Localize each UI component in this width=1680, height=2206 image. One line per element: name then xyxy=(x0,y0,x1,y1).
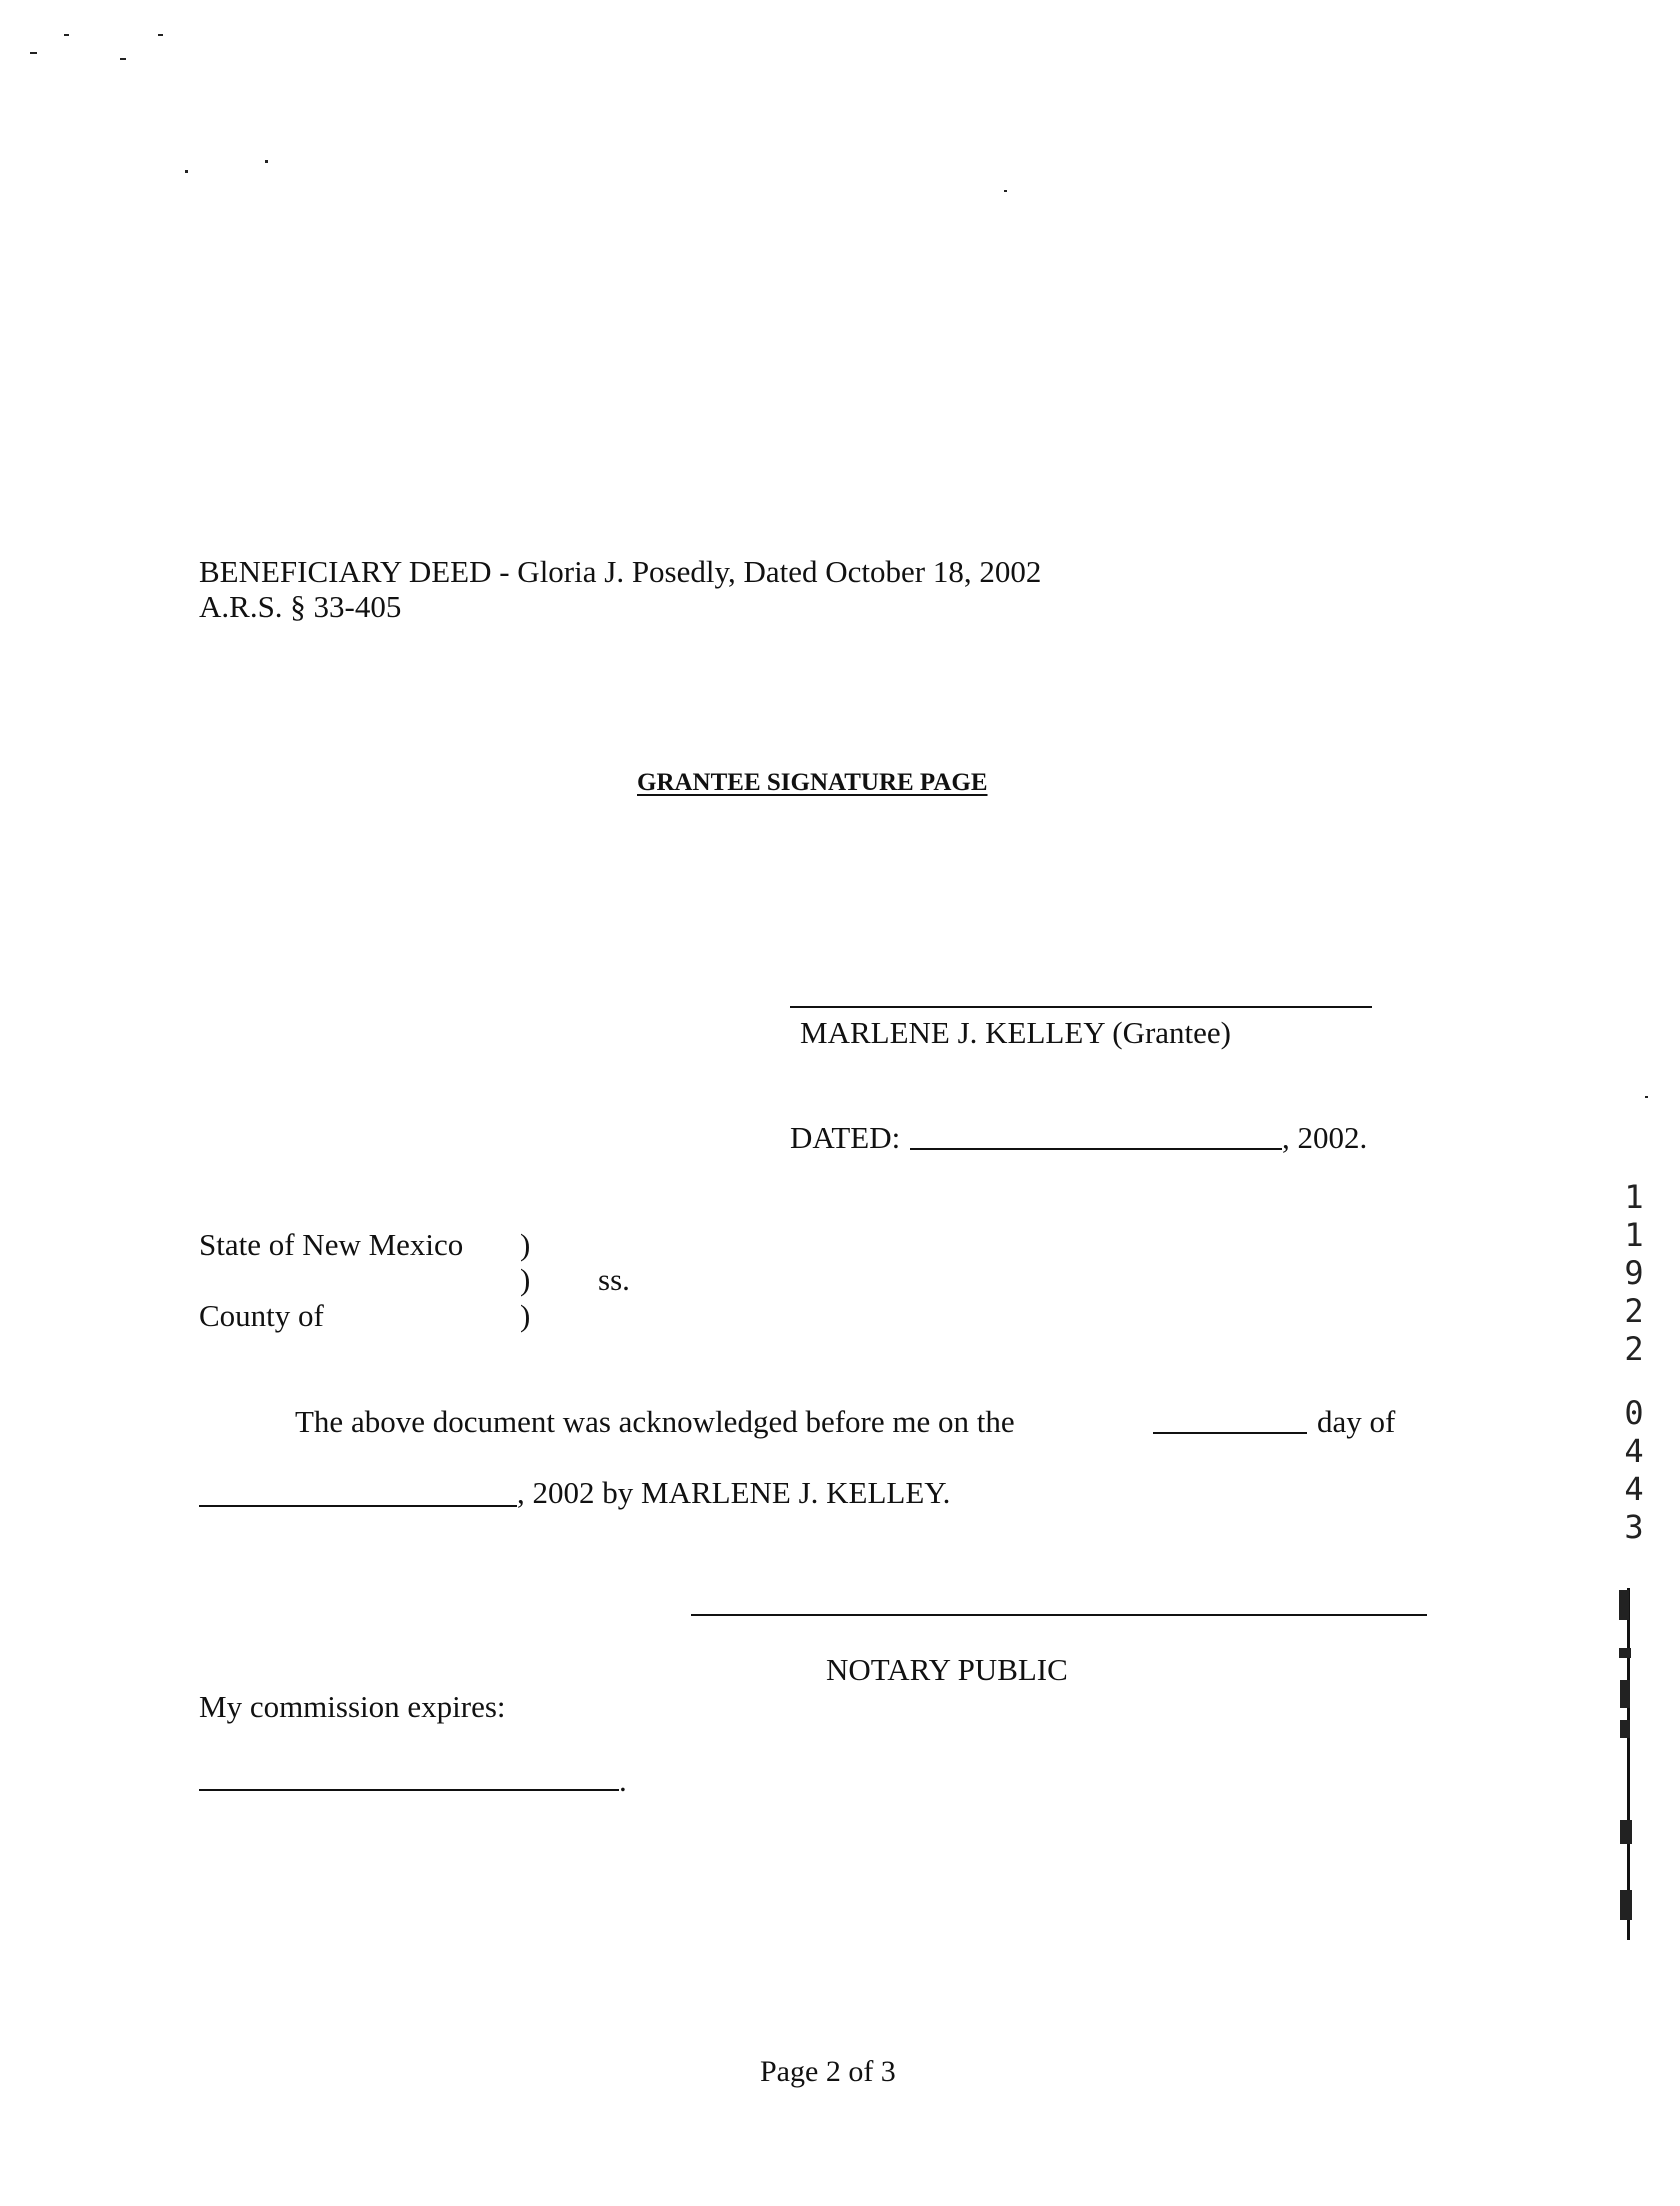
barcode-tick xyxy=(1620,1890,1632,1920)
day-blank-line xyxy=(1153,1432,1307,1434)
recording-number-stamp xyxy=(1614,1178,1654,1546)
margin-barcode-line xyxy=(1627,1588,1630,1940)
scan-speck xyxy=(1645,1096,1648,1098)
notary-signature-line xyxy=(691,1614,1427,1616)
barcode-tick xyxy=(1620,1680,1630,1708)
notary-public-label: NOTARY PUBLIC xyxy=(826,1652,1068,1687)
document-header-title: BENEFICIARY DEED - Gloria J. Posedly, Dated October 18, 2002 xyxy=(199,554,1042,589)
stamp-digit: 9 xyxy=(1624,1254,1644,1292)
stamp-digit: 4 xyxy=(1624,1470,1644,1508)
day-of-label: day of xyxy=(1317,1404,1396,1439)
month-blank-line xyxy=(199,1505,517,1507)
ss-label: ss. xyxy=(598,1262,630,1297)
dated-label: DATED: xyxy=(790,1120,901,1155)
venue-paren: ) xyxy=(520,1227,531,1262)
acknowledgment-text: The above document was acknowledged before me on the xyxy=(295,1404,1015,1439)
commission-period: . xyxy=(619,1763,627,1798)
acknowledgment-signer: , 2002 by MARLENE J. KELLEY. xyxy=(517,1475,951,1510)
barcode-tick xyxy=(1620,1820,1632,1844)
stamp-digit: 0 xyxy=(1624,1394,1644,1432)
stamp-digit: 1 xyxy=(1624,1178,1644,1216)
stamp-digit: 2 xyxy=(1624,1330,1644,1368)
scan-speck xyxy=(64,34,69,36)
scan-speck xyxy=(120,58,126,60)
scan-speck xyxy=(185,170,188,173)
statute-reference: A.R.S. § 33-405 xyxy=(199,589,402,624)
grantee-name: MARLENE J. KELLEY (Grantee) xyxy=(800,1015,1232,1050)
county-label: County of xyxy=(199,1298,324,1333)
page-number: Page 2 of 3 xyxy=(760,2055,896,2088)
venue-paren: ) xyxy=(520,1262,531,1297)
stamp-digit: 3 xyxy=(1624,1508,1644,1546)
dated-blank-line xyxy=(910,1148,1282,1150)
page-title: GRANTEE SIGNATURE PAGE xyxy=(637,769,988,796)
scan-speck xyxy=(30,52,37,54)
commission-date-line xyxy=(199,1789,619,1791)
barcode-tick xyxy=(1620,1720,1630,1738)
barcode-tick xyxy=(1619,1590,1629,1620)
state-label: State of New Mexico xyxy=(199,1227,464,1262)
stamp-digit: 4 xyxy=(1624,1432,1644,1470)
commission-expires-label: My commission expires: xyxy=(199,1689,506,1724)
stamp-digit: 2 xyxy=(1624,1292,1644,1330)
venue-paren: ) xyxy=(520,1298,531,1333)
grantee-signature-line xyxy=(790,1006,1372,1008)
stamp-digit: 1 xyxy=(1624,1216,1644,1254)
scan-speck xyxy=(158,34,163,36)
barcode-tick xyxy=(1619,1648,1631,1658)
scan-speck xyxy=(265,160,268,163)
scan-speck xyxy=(1004,190,1007,192)
dated-year: , 2002. xyxy=(1282,1120,1368,1155)
